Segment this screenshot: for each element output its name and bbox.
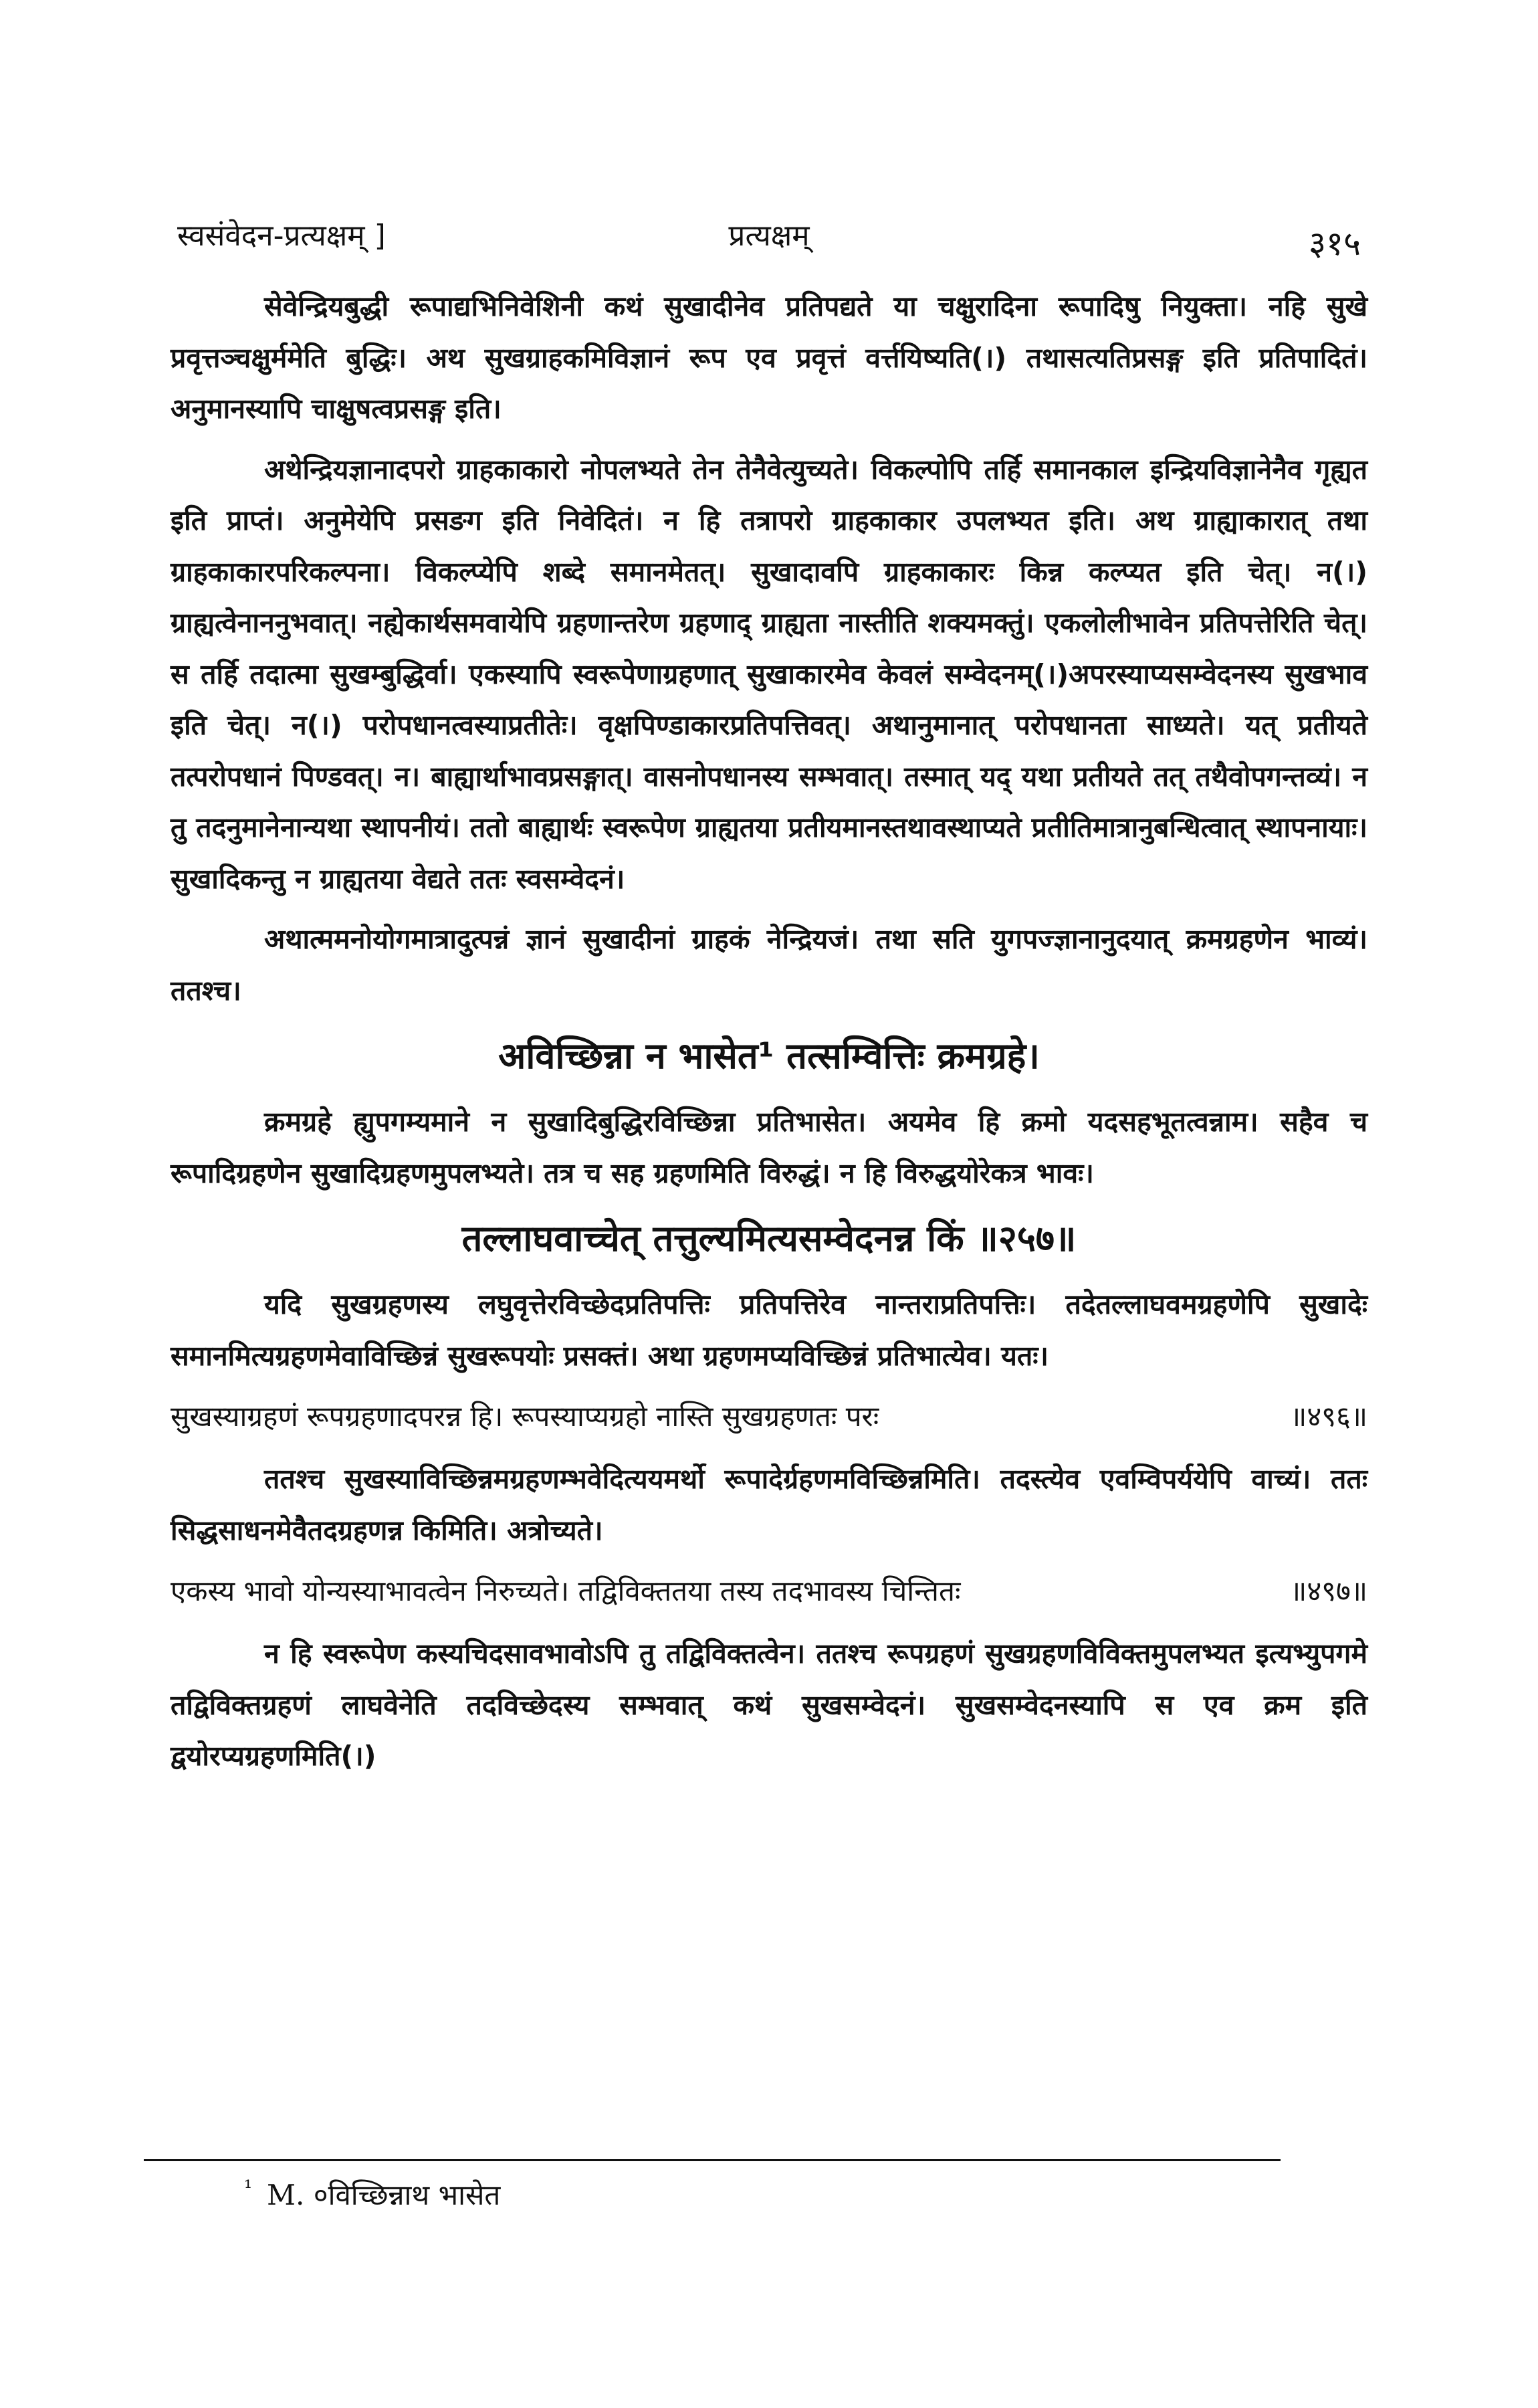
- verse-text: सुखस्याग्रहणं रूपग्रहणादपरन्न हि। रूपस्याप्यग्रहो नास्ति सुखग्रहणतः परः: [171, 1400, 879, 1433]
- section-title: स्वसंवेदन-प्रत्यक्षम् ]: [177, 219, 386, 253]
- verse-number: ॥४९७॥: [1290, 1575, 1367, 1607]
- footnote: [244, 2175, 500, 2213]
- paragraph: क्रमग्रहे ह्युपगम्यमाने न सुखादिबुद्धिरविच्छिन्ना प्रतिभासेत। अयमेव हि क्रमो यदसहभूतत्वन्नाम। सहैव च रूपादिग्रहणेन सुखादिग्रहणमुपलभ्यते। तत्र च सह ग्रहणमिति विरुद्धं। न हि विरुद्धयोरेकत्र भावः।: [171, 1106, 1367, 1189]
- karika-verse: तल्लाघवाच्चेत् तत्तुल्यमित्यसम्वेदनन्न किं ॥२५७॥: [461, 1217, 1077, 1260]
- verse-text: एकस्य भावो योन्यस्याभावत्वेन निरुच्यते। तद्विविक्ततया तस्य तदभावस्य चिन्तितः: [171, 1575, 961, 1607]
- page-number: ३१५: [1309, 224, 1361, 263]
- footnote-mark: ¹: [244, 2177, 253, 2200]
- paragraph: यदि सुखग्रहणस्य लघुवृत्तेरविच्छेदप्रतिपत्तिः प्रतिपत्तिरेव नान्तराप्रतिपत्तिः। तदेतल्लाघवमग्रहणेपि सुखादेः समानमित्यग्रहणमेवाविच्छिन्नं सुखरूपयोः प्रसक्तं। अथा ग्रहणमप्यविच्छिन्नं प्रतिभात्येव। यतः।: [171, 1288, 1367, 1372]
- paragraph: ततश्च सुखस्याविच्छिन्नमग्रहणम्भवेदित्ययमर्थो रूपादेर्ग्रहणमविच्छिन्नमिति। तदस्त्येव एवम्विपर्ययेपि वाच्यं। ततः सिद्धसाधनमेवैतदग्रहणन्न किमिति। अत्रोच्यते।: [171, 1463, 1367, 1546]
- paragraph: सेवेन्द्रियबुद्धी रूपाद्यभिनिवेशिनी कथं सुखादीनेव प्रतिपद्यते या चक्षुरादिना रूपादिषु नियुक्ता। नहि सुखे प्रवृत्तञ्चक्षुर्ममेति बुद्धिः। अथ सुखग्राहकमिविज्ञानं रूप एव प्रवृत्तं वर्त्तयिष्यति(।) तथासत्यतिप्रसङ्ग इति प्रतिपादितं। अनुमानस्यापि चाक्षुषत्वप्रसङ्ग इति।: [171, 290, 1367, 425]
- footnote-text: M. ०विच्छिन्नाथ भासेत: [267, 2179, 501, 2211]
- quoted-verse: [171, 1391, 1367, 1443]
- quoted-verse: [171, 1565, 1367, 1617]
- body-text: [171, 281, 1367, 1791]
- running-head: [177, 214, 1361, 268]
- chapter-title: प्रत्यक्षम्: [728, 219, 810, 253]
- paragraph: अथेन्द्रियज्ञानादपरो ग्राहकाकारो नोपलभ्यते तेन तेनैवेत्युच्यते। विकल्पोपि तर्हि समानकाल इन्द्रियविज्ञानेनैव गृह्यत इति प्राप्तं। अनुमेयेपि प्रसङग इति निवेदितं। न हि तत्रापरो ग्राहकाकार उपलभ्यत इति। अथ ग्राह्याकारात् तथा ग्राहकाकारपरिकल्पना। विकल्प्येपि शब्दे समानमेतत्। सुखादावपि ग्राहकाकारः किन्न कल्प्यत इति चेत्। न(।) ग्राह्यत्वेनाननुभवात्। नह्येकार्थसमवायेपि ग्रहणान्तरेण ग्रहणाद् ग्राह्यता नास्तीति शक्यमक्तुं। एकलोलीभावेन प्रतिपत्तेरिति चेत्। स तर्हि तदात्मा सुखम्बुद्धिर्वा। एकस्यापि स्वरूपेणाग्रहणात् सुखाकारमेव केवलं सम्वेदनम्(।)अपरस्याप्यसम्वेदनस्य सुखभाव इति चेत्। न(।) परोपधानत्वस्याप्रतीतेः। वृक्षपिण्डाकारप्रतिपत्तिवत्। अथानुमानात् परोपधानता साध्यते। यत् प्रतीयते तत्परोपधानं पिण्डवत्। न। बाह्यार्थाभावप्रसङ्गात्। वासनोपधानस्य सम्भवात्। तस्मात् यद् यथा प्रतीयते तत् तथैवोपगन्तव्यं। न तु तदनुमानेनान्यथा स्थापनीयं। ततो बाह्यार्थः स्वरूपेण ग्राह्यतया प्रतीयमानस्तथावस्थाप्यते प्रतीतिमात्रानुबन्धित्वात् स्थापनायाः। सुखादिकन्तु न ग्राह्यतया वेद्यते ततः स्वसम्वेदनं।: [171, 453, 1367, 895]
- verse-number: ॥४९६॥: [1290, 1400, 1367, 1433]
- paragraph: अथात्ममनोयोगमात्रादुत्पन्नं ज्ञानं सुखादीनां ग्राहकं नेन्द्रियजं। तथा सति युगपज्ज्ञानानुदयात् क्रमग्रहणेन भाव्यं। ततश्च।: [171, 923, 1367, 1007]
- karika-verse: अविच्छिन्ना न भासेत¹ तत्सम्वित्तिः क्रमग्रहे।: [498, 1035, 1040, 1077]
- paragraph: न हि स्वरूपेण कस्यचिदसावभावोऽपि तु तद्विविक्तत्वेन। ततश्च रूपग्रहणं सुखग्रहणविविक्तमुपलभ्यत इत्यभ्युपगमे तद्विविक्तग्रहणं लाघवेनेति तदविच्छेदस्य सम्भवात् कथं सुखसम्वेदनं। सुखसम्वेदनस्यापि स एव क्रम इति द्वयोरप्यग्रहणमिति(।): [171, 1637, 1367, 1772]
- footnote-rule: [144, 2159, 1281, 2161]
